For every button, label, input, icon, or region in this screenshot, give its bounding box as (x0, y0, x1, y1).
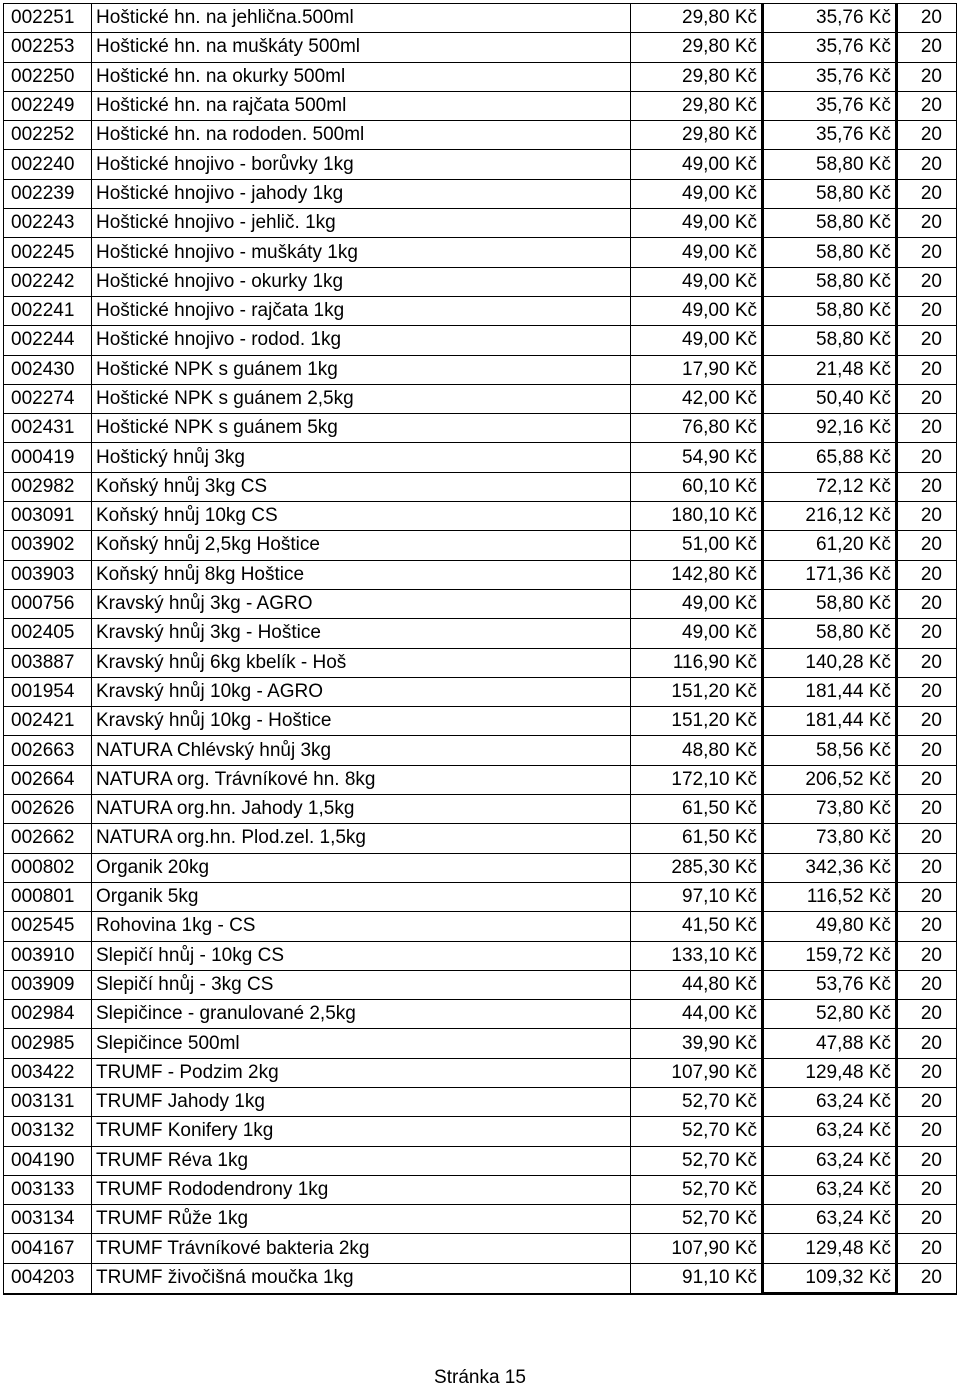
price-list-body (4, 4, 957, 1294)
price-without-vat-cell: 142,80 Kč (631, 560, 763, 589)
product-name-cell: Hoštické NPK s guánem 5kg (92, 414, 631, 443)
price-with-vat-cell: 92,16 Kč (763, 414, 897, 443)
product-name-cell: NATURA Chlévský hnůj 3kg (92, 736, 631, 765)
price-with-vat-cell: 50,40 Kč (763, 384, 897, 413)
vat-rate-cell: 20 (897, 472, 957, 501)
price-with-vat-cell: 63,24 Kč (763, 1146, 897, 1175)
price-with-vat-cell: 181,44 Kč (763, 707, 897, 736)
product-name-cell: NATURA org.hn. Jahody 1,5kg (92, 795, 631, 824)
product-code-cell: 003133 (4, 1175, 92, 1204)
product-name-cell: TRUMF Jahody 1kg (92, 1087, 631, 1116)
product-code-cell: 002626 (4, 795, 92, 824)
price-with-vat-cell: 73,80 Kč (763, 824, 897, 853)
product-code-cell: 002239 (4, 179, 92, 208)
vat-rate-cell: 20 (897, 795, 957, 824)
table-row (4, 765, 957, 794)
table-row (4, 941, 957, 970)
price-with-vat-cell: 58,80 Kč (763, 326, 897, 355)
product-name-cell: Kravský hnůj 3kg - AGRO (92, 589, 631, 618)
product-name-cell: Koňský hnůj 3kg CS (92, 472, 631, 501)
vat-rate-cell: 20 (897, 209, 957, 238)
product-code-cell: 002545 (4, 912, 92, 941)
price-without-vat-cell: 151,20 Kč (631, 707, 763, 736)
product-name-cell: Hoštické hn. na rajčata 500ml (92, 91, 631, 120)
price-with-vat-cell: 63,24 Kč (763, 1087, 897, 1116)
table-row (4, 355, 957, 384)
table-row (4, 121, 957, 150)
price-without-vat-cell: 49,00 Kč (631, 296, 763, 325)
product-name-cell: TRUMF Trávníkové bakteria 2kg (92, 1234, 631, 1263)
price-without-vat-cell: 285,30 Kč (631, 853, 763, 882)
vat-rate-cell: 20 (897, 1146, 957, 1175)
vat-rate-cell: 20 (897, 970, 957, 999)
product-code-cell: 002662 (4, 824, 92, 853)
product-name-cell: Slepičince - granulované 2,5kg (92, 1000, 631, 1029)
product-code-cell: 002241 (4, 296, 92, 325)
price-with-vat-cell: 140,28 Kč (763, 648, 897, 677)
table-row (4, 560, 957, 589)
product-code-cell: 002244 (4, 326, 92, 355)
price-without-vat-cell: 61,50 Kč (631, 795, 763, 824)
vat-rate-cell: 20 (897, 1205, 957, 1234)
product-code-cell: 003091 (4, 502, 92, 531)
price-without-vat-cell: 44,00 Kč (631, 1000, 763, 1029)
table-row (4, 970, 957, 999)
vat-rate-cell: 20 (897, 62, 957, 91)
vat-rate-cell: 20 (897, 1029, 957, 1058)
price-with-vat-cell: 116,52 Kč (763, 882, 897, 911)
price-without-vat-cell: 97,10 Kč (631, 882, 763, 911)
table-row (4, 33, 957, 62)
price-with-vat-cell: 35,76 Kč (763, 4, 897, 33)
product-name-cell: Hoštické hnojivo - rodod. 1kg (92, 326, 631, 355)
vat-rate-cell: 20 (897, 1058, 957, 1087)
product-code-cell: 003903 (4, 560, 92, 589)
price-without-vat-cell: 52,70 Kč (631, 1205, 763, 1234)
table-row (4, 736, 957, 765)
table-row (4, 882, 957, 911)
price-with-vat-cell: 58,80 Kč (763, 296, 897, 325)
product-name-cell: Hoštické hn. na muškáty 500ml (92, 33, 631, 62)
price-without-vat-cell: 49,00 Kč (631, 589, 763, 618)
product-code-cell: 002243 (4, 209, 92, 238)
vat-rate-cell: 20 (897, 179, 957, 208)
product-name-cell: NATURA org. Trávníkové hn. 8kg (92, 765, 631, 794)
vat-rate-cell: 20 (897, 296, 957, 325)
product-code-cell: 002663 (4, 736, 92, 765)
price-without-vat-cell: 116,90 Kč (631, 648, 763, 677)
product-name-cell: Slepičí hnůj - 10kg CS (92, 941, 631, 970)
product-code-cell: 000419 (4, 443, 92, 472)
price-with-vat-cell: 35,76 Kč (763, 91, 897, 120)
table-row (4, 912, 957, 941)
table-row (4, 1087, 957, 1116)
price-without-vat-cell: 49,00 Kč (631, 238, 763, 267)
price-with-vat-cell: 159,72 Kč (763, 941, 897, 970)
table-row (4, 589, 957, 618)
price-without-vat-cell: 54,90 Kč (631, 443, 763, 472)
vat-rate-cell: 20 (897, 589, 957, 618)
product-code-cell: 002251 (4, 4, 92, 33)
price-without-vat-cell: 51,00 Kč (631, 531, 763, 560)
vat-rate-cell: 20 (897, 1263, 957, 1293)
vat-rate-cell: 20 (897, 4, 957, 33)
price-without-vat-cell: 17,90 Kč (631, 355, 763, 384)
product-name-cell: Hoštické hnojivo - muškáty 1kg (92, 238, 631, 267)
vat-rate-cell: 20 (897, 765, 957, 794)
price-without-vat-cell: 49,00 Kč (631, 209, 763, 238)
price-without-vat-cell: 52,70 Kč (631, 1117, 763, 1146)
price-with-vat-cell: 72,12 Kč (763, 472, 897, 501)
table-row (4, 179, 957, 208)
price-with-vat-cell: 21,48 Kč (763, 355, 897, 384)
product-code-cell: 002252 (4, 121, 92, 150)
price-without-vat-cell: 29,80 Kč (631, 33, 763, 62)
vat-rate-cell: 20 (897, 619, 957, 648)
vat-rate-cell: 20 (897, 882, 957, 911)
price-without-vat-cell: 44,80 Kč (631, 970, 763, 999)
price-without-vat-cell: 52,70 Kč (631, 1087, 763, 1116)
product-code-cell: 002431 (4, 414, 92, 443)
table-row (4, 648, 957, 677)
table-row (4, 414, 957, 443)
price-with-vat-cell: 129,48 Kč (763, 1234, 897, 1263)
vat-rate-cell: 20 (897, 384, 957, 413)
price-with-vat-cell: 49,80 Kč (763, 912, 897, 941)
product-name-cell: Hoštické hnojivo - jahody 1kg (92, 179, 631, 208)
product-name-cell: Hoštické NPK s guánem 1kg (92, 355, 631, 384)
product-name-cell: TRUMF Réva 1kg (92, 1146, 631, 1175)
price-with-vat-cell: 58,80 Kč (763, 150, 897, 179)
price-without-vat-cell: 29,80 Kč (631, 4, 763, 33)
price-with-vat-cell: 58,80 Kč (763, 179, 897, 208)
product-code-cell: 003887 (4, 648, 92, 677)
price-with-vat-cell: 73,80 Kč (763, 795, 897, 824)
product-code-cell: 002250 (4, 62, 92, 91)
price-with-vat-cell: 35,76 Kč (763, 121, 897, 150)
price-with-vat-cell: 129,48 Kč (763, 1058, 897, 1087)
table-row (4, 62, 957, 91)
product-code-cell: 003910 (4, 941, 92, 970)
product-code-cell: 001954 (4, 677, 92, 706)
price-without-vat-cell: 48,80 Kč (631, 736, 763, 765)
price-without-vat-cell: 29,80 Kč (631, 121, 763, 150)
product-name-cell: Kravský hnůj 6kg kbelík - Hoš (92, 648, 631, 677)
price-with-vat-cell: 58,56 Kč (763, 736, 897, 765)
price-without-vat-cell: 76,80 Kč (631, 414, 763, 443)
table-row (4, 4, 957, 33)
price-without-vat-cell: 107,90 Kč (631, 1234, 763, 1263)
product-code-cell: 002253 (4, 33, 92, 62)
product-name-cell: Slepičí hnůj - 3kg CS (92, 970, 631, 999)
product-code-cell: 002245 (4, 238, 92, 267)
product-code-cell: 002421 (4, 707, 92, 736)
vat-rate-cell: 20 (897, 1175, 957, 1204)
price-without-vat-cell: 29,80 Kč (631, 62, 763, 91)
table-row (4, 209, 957, 238)
price-with-vat-cell: 58,80 Kč (763, 238, 897, 267)
product-name-cell: Koňský hnůj 2,5kg Hoštice (92, 531, 631, 560)
table-row (4, 1117, 957, 1146)
table-row (4, 238, 957, 267)
price-with-vat-cell: 52,80 Kč (763, 1000, 897, 1029)
product-code-cell: 004203 (4, 1263, 92, 1293)
price-without-vat-cell: 52,70 Kč (631, 1146, 763, 1175)
price-without-vat-cell: 29,80 Kč (631, 91, 763, 120)
price-without-vat-cell: 49,00 Kč (631, 267, 763, 296)
product-code-cell: 004167 (4, 1234, 92, 1263)
vat-rate-cell: 20 (897, 1000, 957, 1029)
price-without-vat-cell: 49,00 Kč (631, 619, 763, 648)
product-name-cell: Kravský hnůj 10kg - Hoštice (92, 707, 631, 736)
table-row (4, 296, 957, 325)
product-code-cell: 002240 (4, 150, 92, 179)
product-code-cell: 002982 (4, 472, 92, 501)
table-row (4, 707, 957, 736)
price-with-vat-cell: 63,24 Kč (763, 1175, 897, 1204)
price-without-vat-cell: 172,10 Kč (631, 765, 763, 794)
vat-rate-cell: 20 (897, 33, 957, 62)
product-name-cell: Hoštické hn. na rododen. 500ml (92, 121, 631, 150)
table-row (4, 1146, 957, 1175)
price-without-vat-cell: 61,50 Kč (631, 824, 763, 853)
price-without-vat-cell: 60,10 Kč (631, 472, 763, 501)
product-name-cell: Hoštické hn. na jehlična.500ml (92, 4, 631, 33)
price-with-vat-cell: 216,12 Kč (763, 502, 897, 531)
product-code-cell: 003131 (4, 1087, 92, 1116)
vat-rate-cell: 20 (897, 736, 957, 765)
product-code-cell: 002242 (4, 267, 92, 296)
product-name-cell: Koňský hnůj 10kg CS (92, 502, 631, 531)
table-row (4, 824, 957, 853)
price-without-vat-cell: 91,10 Kč (631, 1263, 763, 1293)
product-code-cell: 003132 (4, 1117, 92, 1146)
vat-rate-cell: 20 (897, 443, 957, 472)
price-with-vat-cell: 35,76 Kč (763, 62, 897, 91)
product-code-cell: 003422 (4, 1058, 92, 1087)
price-without-vat-cell: 107,90 Kč (631, 1058, 763, 1087)
product-code-cell: 003902 (4, 531, 92, 560)
price-without-vat-cell: 52,70 Kč (631, 1175, 763, 1204)
price-with-vat-cell: 206,52 Kč (763, 765, 897, 794)
price-without-vat-cell: 39,90 Kč (631, 1029, 763, 1058)
vat-rate-cell: 20 (897, 677, 957, 706)
table-row (4, 443, 957, 472)
product-code-cell: 002249 (4, 91, 92, 120)
product-code-cell: 003134 (4, 1205, 92, 1234)
price-without-vat-cell: 133,10 Kč (631, 941, 763, 970)
product-name-cell: Hoštický hnůj 3kg (92, 443, 631, 472)
price-without-vat-cell: 42,00 Kč (631, 384, 763, 413)
product-name-cell: Koňský hnůj 8kg Hoštice (92, 560, 631, 589)
product-code-cell: 002664 (4, 765, 92, 794)
product-code-cell: 000801 (4, 882, 92, 911)
table-row (4, 384, 957, 413)
vat-rate-cell: 20 (897, 502, 957, 531)
product-name-cell: Hoštické hnojivo - okurky 1kg (92, 267, 631, 296)
vat-rate-cell: 20 (897, 1087, 957, 1116)
table-row (4, 1000, 957, 1029)
product-code-cell: 004190 (4, 1146, 92, 1175)
vat-rate-cell: 20 (897, 121, 957, 150)
vat-rate-cell: 20 (897, 707, 957, 736)
product-name-cell: Slepičince 500ml (92, 1029, 631, 1058)
price-with-vat-cell: 58,80 Kč (763, 209, 897, 238)
vat-rate-cell: 20 (897, 91, 957, 120)
table-row (4, 326, 957, 355)
vat-rate-cell: 20 (897, 531, 957, 560)
product-code-cell: 000756 (4, 589, 92, 618)
table-row (4, 619, 957, 648)
price-with-vat-cell: 171,36 Kč (763, 560, 897, 589)
table-row (4, 1205, 957, 1234)
table-row (4, 1175, 957, 1204)
product-name-cell: Kravský hnůj 10kg - AGRO (92, 677, 631, 706)
vat-rate-cell: 20 (897, 326, 957, 355)
product-name-cell: TRUMF živočišná moučka 1kg (92, 1263, 631, 1293)
table-row (4, 531, 957, 560)
price-with-vat-cell: 58,80 Kč (763, 589, 897, 618)
table-row (4, 795, 957, 824)
product-name-cell: Rohovina 1kg - CS (92, 912, 631, 941)
product-name-cell: TRUMF Růže 1kg (92, 1205, 631, 1234)
price-without-vat-cell: 151,20 Kč (631, 677, 763, 706)
product-name-cell: Organik 20kg (92, 853, 631, 882)
table-row (4, 677, 957, 706)
vat-rate-cell: 20 (897, 267, 957, 296)
product-name-cell: Hoštické hn. na okurky 500ml (92, 62, 631, 91)
product-name-cell: TRUMF Konifery 1kg (92, 1117, 631, 1146)
product-name-cell: TRUMF Rododendrony 1kg (92, 1175, 631, 1204)
price-with-vat-cell: 342,36 Kč (763, 853, 897, 882)
price-with-vat-cell: 61,20 Kč (763, 531, 897, 560)
product-code-cell: 002405 (4, 619, 92, 648)
vat-rate-cell: 20 (897, 824, 957, 853)
product-name-cell: Hoštické hnojivo - jehlič. 1kg (92, 209, 631, 238)
price-with-vat-cell: 65,88 Kč (763, 443, 897, 472)
vat-rate-cell: 20 (897, 150, 957, 179)
product-code-cell: 003909 (4, 970, 92, 999)
price-with-vat-cell: 58,80 Kč (763, 619, 897, 648)
table-row (4, 1058, 957, 1087)
vat-rate-cell: 20 (897, 1234, 957, 1263)
product-name-cell: Hoštické NPK s guánem 2,5kg (92, 384, 631, 413)
price-with-vat-cell: 109,32 Kč (763, 1263, 897, 1293)
product-code-cell: 002430 (4, 355, 92, 384)
vat-rate-cell: 20 (897, 941, 957, 970)
vat-rate-cell: 20 (897, 648, 957, 677)
page-number: Stránka 15 (434, 1367, 526, 1388)
table-row (4, 267, 957, 296)
price-with-vat-cell: 53,76 Kč (763, 970, 897, 999)
product-name-cell: TRUMF - Podzim 2kg (92, 1058, 631, 1087)
price-with-vat-cell: 58,80 Kč (763, 267, 897, 296)
price-without-vat-cell: 49,00 Kč (631, 326, 763, 355)
vat-rate-cell: 20 (897, 414, 957, 443)
price-with-vat-cell: 63,24 Kč (763, 1205, 897, 1234)
price-without-vat-cell: 49,00 Kč (631, 150, 763, 179)
product-code-cell: 002274 (4, 384, 92, 413)
table-row (4, 1029, 957, 1058)
table-row (4, 472, 957, 501)
product-code-cell: 002984 (4, 1000, 92, 1029)
product-name-cell: Hoštické hnojivo - borůvky 1kg (92, 150, 631, 179)
price-with-vat-cell: 181,44 Kč (763, 677, 897, 706)
table-row (4, 853, 957, 882)
table-row (4, 150, 957, 179)
vat-rate-cell: 20 (897, 560, 957, 589)
price-with-vat-cell: 63,24 Kč (763, 1117, 897, 1146)
price-list-table (3, 3, 957, 1295)
vat-rate-cell: 20 (897, 912, 957, 941)
table-row (4, 502, 957, 531)
product-name-cell: NATURA org.hn. Plod.zel. 1,5kg (92, 824, 631, 853)
vat-rate-cell: 20 (897, 1117, 957, 1146)
price-without-vat-cell: 41,50 Kč (631, 912, 763, 941)
table-row (4, 1263, 957, 1293)
price-without-vat-cell: 49,00 Kč (631, 179, 763, 208)
vat-rate-cell: 20 (897, 355, 957, 384)
vat-rate-cell: 20 (897, 238, 957, 267)
table-row (4, 1234, 957, 1263)
product-name-cell: Organik 5kg (92, 882, 631, 911)
product-code-cell: 000802 (4, 853, 92, 882)
price-with-vat-cell: 47,88 Kč (763, 1029, 897, 1058)
price-without-vat-cell: 180,10 Kč (631, 502, 763, 531)
vat-rate-cell: 20 (897, 853, 957, 882)
product-name-cell: Hoštické hnojivo - rajčata 1kg (92, 296, 631, 325)
product-code-cell: 002985 (4, 1029, 92, 1058)
product-name-cell: Kravský hnůj 3kg - Hoštice (92, 619, 631, 648)
price-with-vat-cell: 35,76 Kč (763, 33, 897, 62)
table-row (4, 91, 957, 120)
